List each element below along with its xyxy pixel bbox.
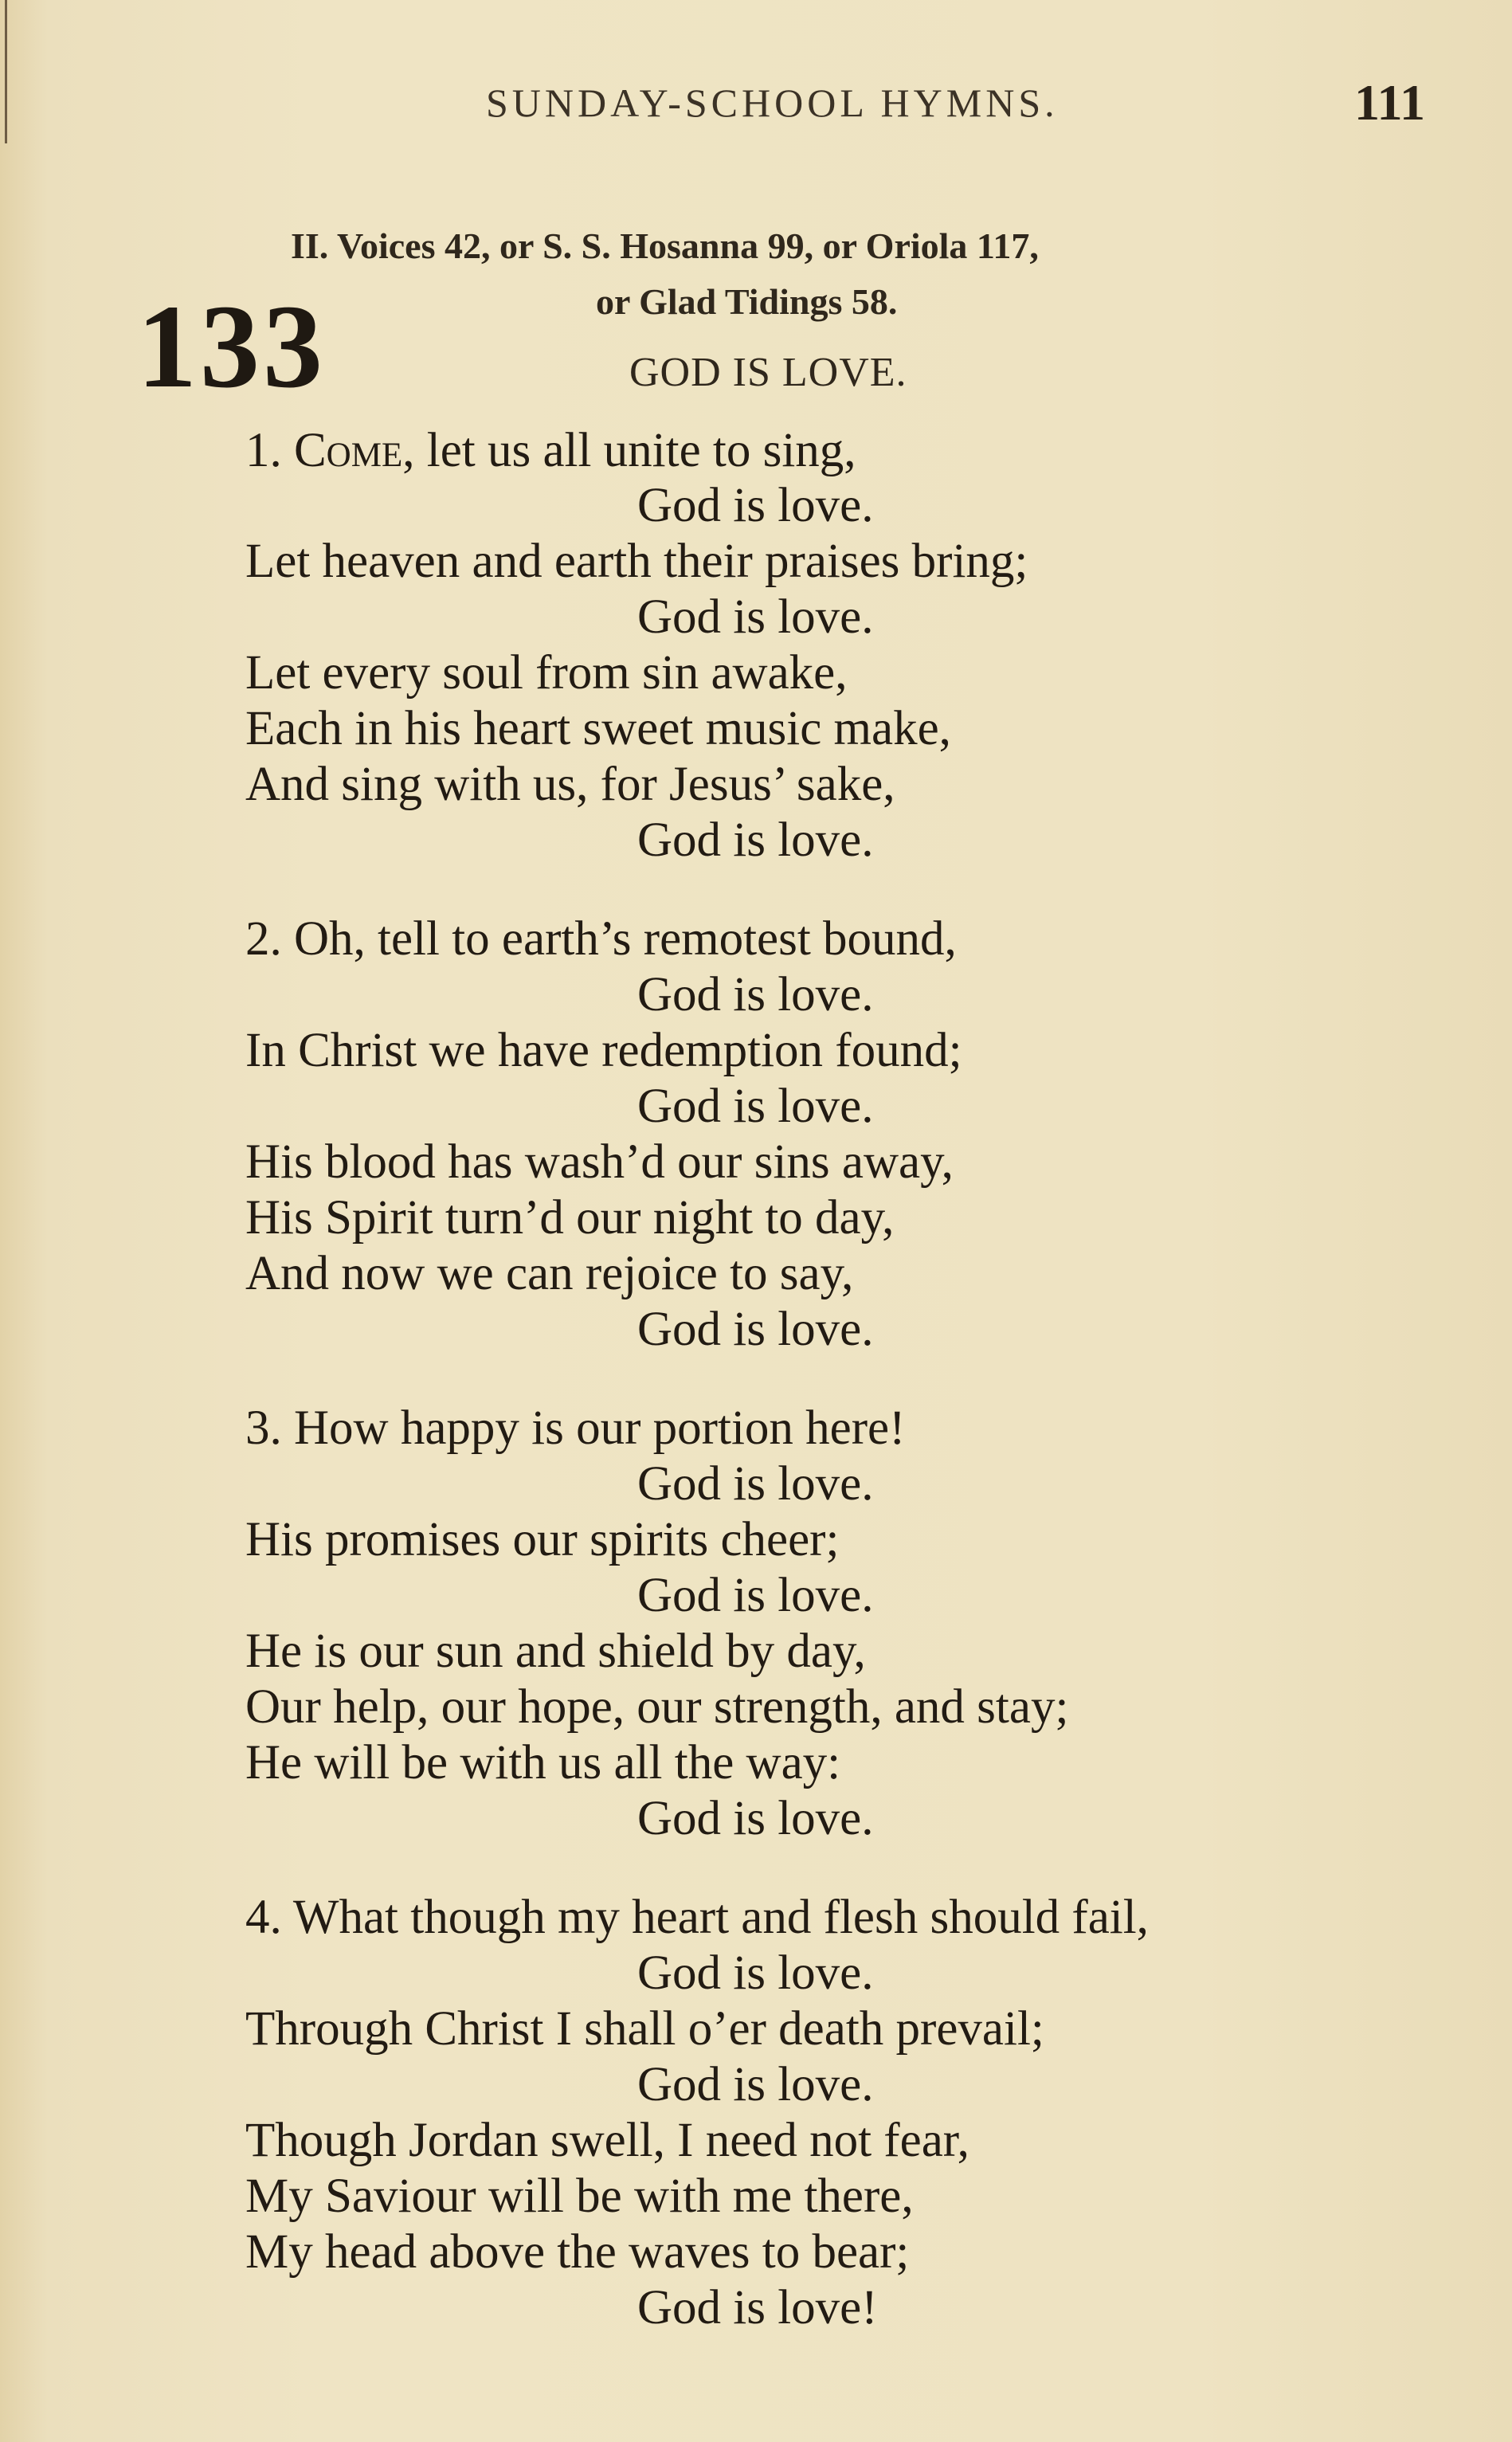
- stanza-line: 4. What though my heart and flesh should fail,: [245, 1891, 1149, 1944]
- refrain-line: God is love.: [637, 590, 874, 644]
- refrain-line: God is love.: [637, 1569, 874, 1622]
- stanza-line: Through Christ I shall o’er death prevail;: [245, 2002, 1044, 2056]
- refrain-line: God is love.: [637, 479, 874, 532]
- stanza-line: In Christ we have redemption found;: [245, 1024, 962, 1077]
- stanza-line: His Spirit turn’d our night to day,: [245, 1191, 895, 1245]
- refrain-line: God is love.: [637, 1792, 874, 1845]
- tune-reference-line-2: or Glad Tidings 58.: [596, 281, 898, 322]
- refrain-line: God is love.: [637, 1457, 874, 1511]
- hymn-title: GOD IS LOVE.: [629, 350, 907, 395]
- first-word: Come: [294, 424, 403, 477]
- running-head: SUNDAY-SCHOOL HYMNS.: [486, 80, 1059, 125]
- stanza-line: Let heaven and earth their praises bring;: [245, 535, 1028, 588]
- stanza-line: My head above the waves to bear;: [245, 2225, 910, 2279]
- hymn-number: 133: [137, 280, 326, 413]
- refrain-line: God is love.: [637, 1080, 874, 1133]
- stanza-line: Each in his heart sweet music make,: [245, 702, 951, 755]
- stanza-line: Though Jordan swell, I need not fear,: [245, 2114, 969, 2167]
- refrain-line: God is love.: [637, 1303, 874, 1356]
- stanza-line: His blood has wash’d our sins away,: [245, 1135, 954, 1189]
- refrain-line: God is love.: [637, 1946, 874, 2000]
- page-edge-line: [5, 0, 7, 143]
- refrain-line: God is love!: [637, 2281, 878, 2334]
- refrain-line: God is love.: [637, 2058, 874, 2111]
- stanza-line: 2. Oh, tell to earth’s remotest bound,: [245, 912, 957, 966]
- tune-reference-line-1: II. Voices 42, or S. S. Hosanna 99, or Oriola 117,: [291, 225, 1039, 266]
- stanza-line: He will be with us all the way:: [245, 1736, 841, 1789]
- stanza-line: [245, 426, 856, 475]
- stanza-line: My Saviour will be with me there,: [245, 2170, 914, 2223]
- page-number: 111: [1354, 74, 1425, 131]
- stanza-number: 1.: [245, 424, 282, 477]
- stanza-line: Our help, our hope, our strength, and stay;: [245, 1680, 1069, 1734]
- stanza-line: And sing with us, for Jesus’ sake,: [245, 758, 895, 811]
- stanza-line: And now we can rejoice to say,: [245, 1247, 854, 1300]
- stanza-line: 3. How happy is our portion here!: [245, 1401, 906, 1455]
- stanza-line: Let every soul from sin awake,: [245, 646, 848, 700]
- refrain-line: God is love.: [637, 968, 874, 1021]
- line-rest: , let us all unite to sing,: [402, 424, 856, 477]
- refrain-line: God is love.: [637, 813, 874, 867]
- stanza-line: His promises our spirits cheer;: [245, 1513, 840, 1566]
- stanza-line: He is our sun and shield by day,: [245, 1625, 866, 1678]
